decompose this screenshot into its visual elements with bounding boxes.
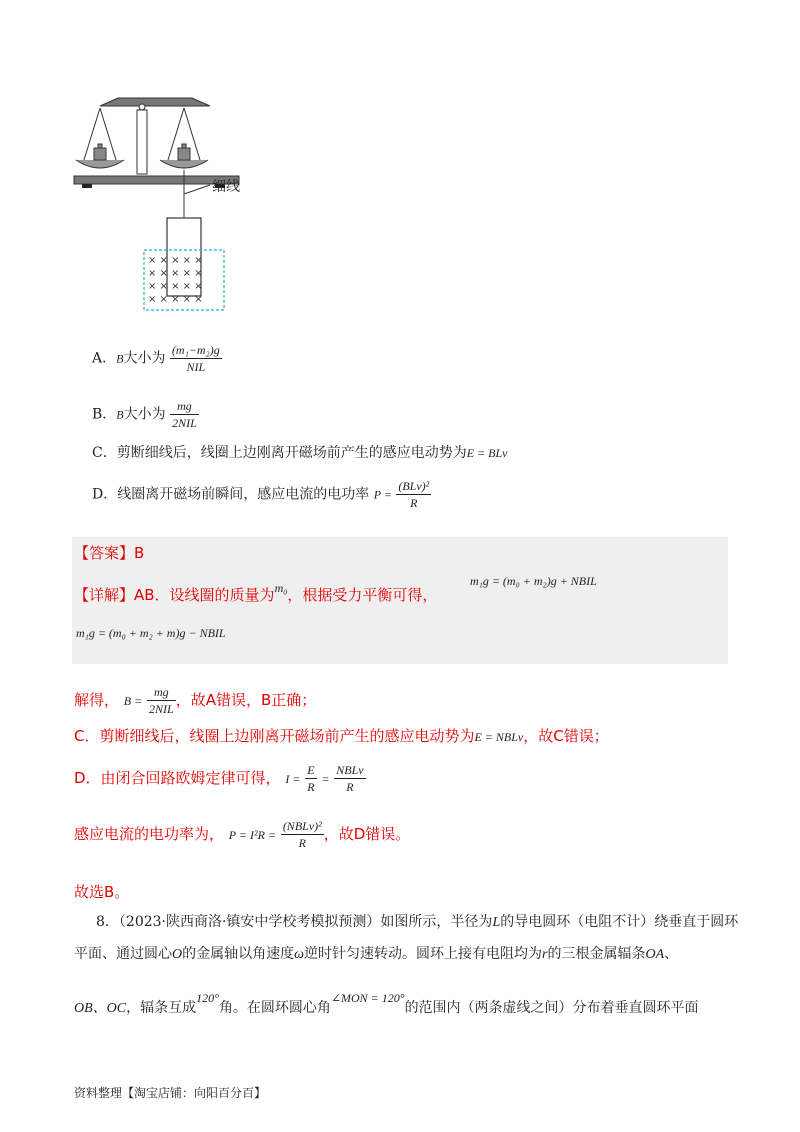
balance-pivot: [139, 104, 145, 110]
solution-line-4: 感应电流的电功率为， P = I²R = $\frac{\text{(NBLv)²}}{R}$ ，故D错误。: [74, 819, 411, 850]
footer-text: 资料整理【淘宝店铺：向阳百分百】: [74, 1086, 267, 1100]
balance-coil-figure: [70, 90, 270, 320]
question-8-line-3: OB、OC，辐条互成120°角。在圆环圆心角∠MON = 120°的范围内（两条虚线之间）分布着垂直圆环平面: [74, 991, 699, 1016]
right-weight: [178, 148, 190, 160]
option-c: C．剪断细线后，线圈上边刚离开磁场前产生的感应电动势为E = BLv: [92, 445, 508, 461]
option-b: B．B大小为 $\frac{mg}{\text{2NIL}}$: [92, 399, 197, 430]
svg-text:× × × × ×: × × × × ×: [148, 294, 203, 305]
balance-beam: [100, 98, 210, 106]
question-8-line-2: 平面、通过圆心O的金属轴以角速度ω逆时针匀速转动。圆环上接有电阻均为r的三根金属辐条OA、: [74, 946, 679, 962]
left-pan: [76, 160, 124, 168]
thread-label: 细线: [212, 179, 240, 195]
solution-line-1: 解得， B = $\frac{mg}{\text{2NIL}}$ ，故A错误，B正确；: [74, 685, 317, 716]
svg-text:× × × × ×: × × × × ×: [148, 268, 203, 279]
solution-line-3: D．由闭合回路欧姆定律可得， I = $\frac{E}{R}$ = $\frac{\text{NBLv}}{R}$: [74, 763, 364, 794]
equation-2: m₁g = (m₀ + m₂ + m)g − NBIL: [76, 626, 226, 640]
left-weight: [94, 148, 106, 160]
solution-line-2: C．剪断细线后，线圈上边刚离开磁场前产生的感应电动势为E = NBLv，故C错误；: [74, 727, 609, 745]
equation-1: m₁g = (m₀ + m₂)g + NBIL: [470, 574, 597, 588]
option-a: A．B大小为 $\frac{\text{(m₁−m₂)g}}{\text{NIL}}$: [92, 343, 220, 374]
svg-text:× × × × ×: × × × × ×: [148, 281, 203, 292]
right-pan: [160, 160, 208, 168]
option-d: D．线圈离开磁场前瞬间，感应电流的电功率 P = $\frac{\text{(BLv)²}}{R}$: [92, 479, 430, 510]
answer-label: 【答案】B: [74, 544, 145, 562]
svg-text:× × × × ×: × × × × ×: [148, 255, 203, 266]
balance-pillar: [137, 110, 147, 174]
detail-line: 【详解】AB．设线圈的质量为$^{m_0}$，根据受力平衡可得，: [74, 581, 438, 604]
question-8-line-1: 8．（2023·陕西商洛·镇安中学校考模拟预测）如图所示，半径为L的导电圆环（电阻不计）绕垂直于圆环: [96, 914, 739, 930]
conclusion: 故选B。: [74, 883, 130, 901]
